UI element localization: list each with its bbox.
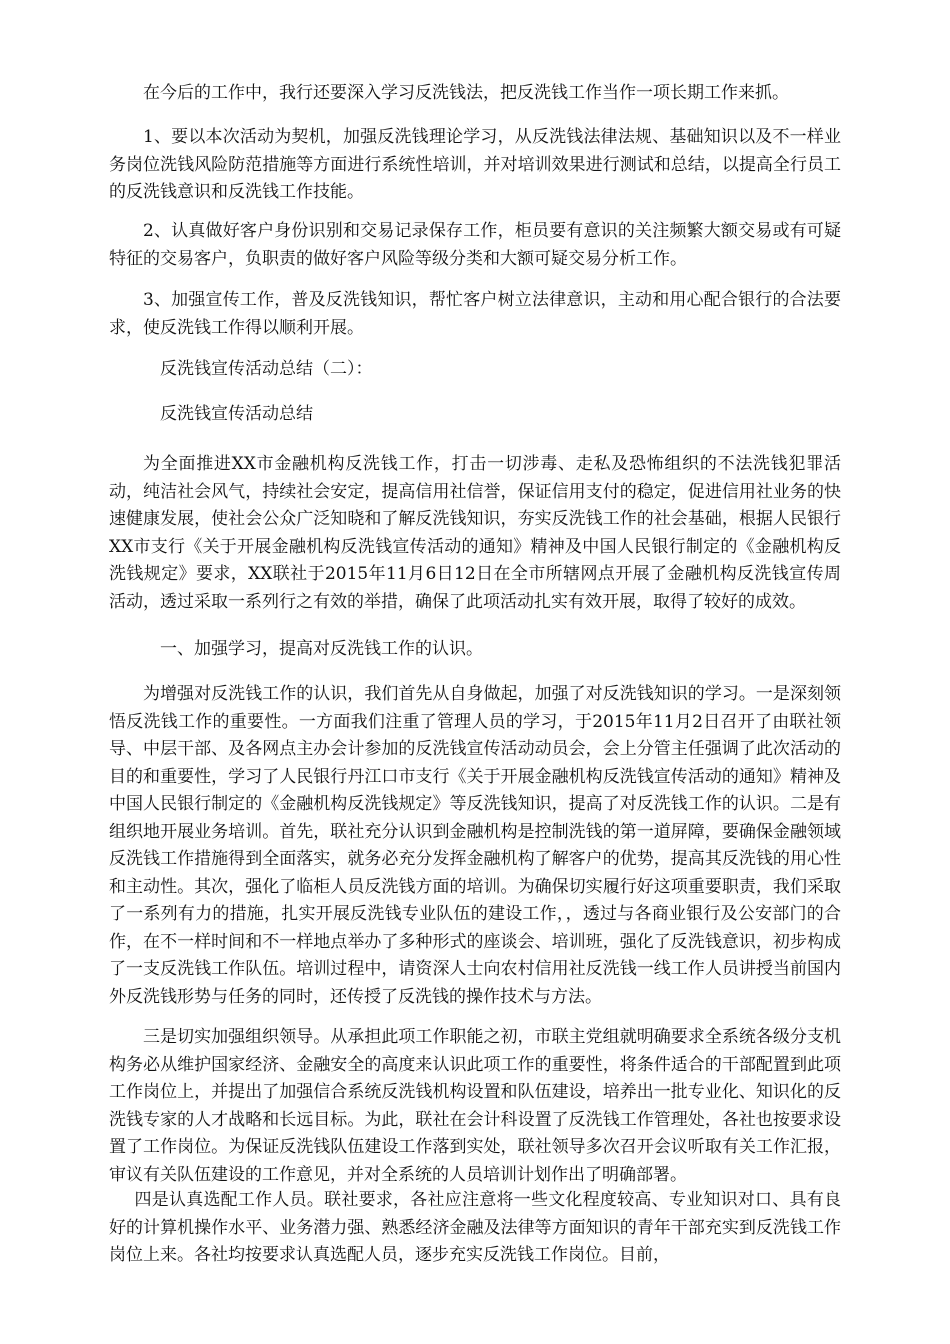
paragraph-staff-selection: 四是认真选配工作人员。联社要求，各社应注意将一些文化程度较高、专业知识对口、具有良好的计算机操作水平、业务潜力强、熟悉经济金融及法律等方面知识的青年干部充实到反洗钱工作岗位上来。各社均按要求认真选配人员，逐步充实反洗钱工作岗位。目前， [109,1190,841,1265]
paragraph-point-2: 2、认真做好客户身份识别和交易记录保存工作，柜员要有意识的关注频繁大额交易或有可疑特征的交易客户，负职责的做好客户风险等级分类和大额可疑交易分析工作。 [109,221,841,269]
paragraph-point-3: 3、加强宣传工作，普及反洗钱知识，帮忙客户树立法律意识，主动和用心配合银行的合法要求，使反洗钱工作得以顺利开展。 [109,290,841,338]
paragraph-closing-intro: 在今后的工作中，我行还要深入学习反洗钱法，把反洗钱工作当作一项长期工作来抓。 [143,83,789,103]
subheading-strengthen-learning: 一、加强学习，提高对反洗钱工作的认识。 [160,639,483,659]
section-title: 反洗钱宣传活动总结 [160,404,313,424]
paragraph-intro: 为全面推进XX市金融机构反洗钱工作，打击一切涉毒、走私及恐怖组织的不法洗钱犯罪活动，纯洁社会风气，持续社会安定，提高信用社信誉，保证信用支付的稳定，促进信用社业务的快速健康发展，使社会公众广泛知晓和了解反洗钱知识，夯实反洗钱工作的社会基础，根据人民银行XX市支行《关于开展金融机构反洗钱宣传活动的通知》精神及中国人民银行制定的《金融机构反洗钱规定》要求，XX联社于2015年11月6日12日在全市所辖网点开展了金融机构反洗钱宣传周活动，透过采取一系列行之有效的举措，确保了此项活动扎实有效开展，取得了较好的成效。 [109,454,841,612]
paragraph-learning-details: 为增强对反洗钱工作的认识，我们首先从自身做起，加强了对反洗钱知识的学习。一是深刻领悟反洗钱工作的重要性。一方面我们注重了管理人员的学习，于2015年11月2日召开了由联社领导、中层干部、及各网点主办会计参加的反洗钱宣传活动动员会，会上分管主任强调了此次活动的目的和重要性，学习了人民银行丹江口市支行《关于开展金融机构反洗钱宣传活动的通知》精神及中国人民银行制定的《金融机构反洗钱规定》等反洗钱知识，提高了对反洗钱工作的认识。二是有组织地开展业务培训。首先，联社充分认识到金融机构是控制洗钱的第一道屏障，要确保金融领域反洗钱工作措施得到全面落实，就务必充分发挥金融机构了解客户的优势，提高其反洗钱的用心性和主动性。其次，强化了临柜人员反洗钱方面的培训。为确保切实履行好这项重要职责，我们采取了一系列有力的措施，扎实开展反洗钱专业队伍的建设工作，，透过与各商业银行及公安部门的合作，在不一样时间和不一样地点举办了多种形式的座谈会、培训班，强化了反洗钱意识，初步构成了一支反洗钱工作队伍。培训过程中，请资深人士向农村信用社反洗钱一线工作人员讲授当前国内外反洗钱形势与任务的同时，还传授了反洗钱的操作技术与方法。 [109,684,841,1007]
section-heading-part-two: 反洗钱宣传活动总结（二）： [160,359,373,379]
paragraph-organization-leadership: 三是切实加强组织领导。从承担此项工作职能之初，市联主党组就明确要求全系统各级分支机构务必从维护国家经济、金融安全的高度来认识此项工作的重要性，将条件适合的干部配置到此项工作岗位上，并提出了加强信合系统反洗钱机构设置和队伍建设，培养出一批专业化、知识化的反洗钱专家的人才战略和长远目标。为此，联社在会计科设置了反洗钱工作管理处，各社也按要求设置了工作岗位。为保证反洗钱队伍建设工作落到实处，联社领导多次召开会议听取有关工作汇报，审议有关队伍建设的工作意见，并对全系统的人员培训计划作出了明确部署。 [109,1027,841,1185]
paragraph-point-1: 1、要以本次活动为契机，加强反洗钱理论学习，从反洗钱法律法规、基础知识以及不一样业务岗位洗钱风险防范措施等方面进行系统性培训，并对培训效果进行测试和总结，以提高全行员工的反洗钱意识和反洗钱工作技能。 [109,127,841,202]
